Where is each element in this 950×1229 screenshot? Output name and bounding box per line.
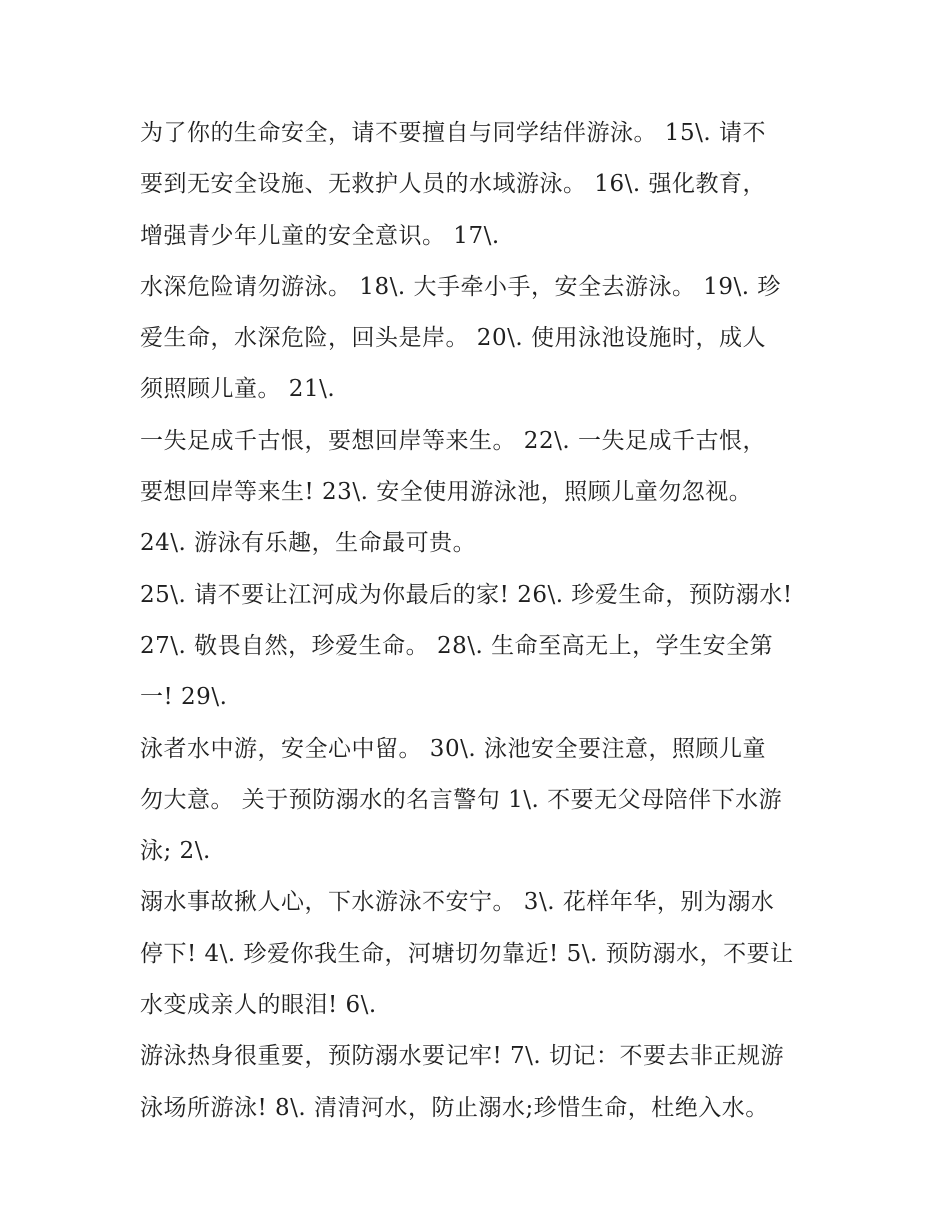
text-line: 水深危险请勿游泳。 18\. 大手牵小手，安全去游泳。 19\. 珍 xyxy=(140,273,781,300)
document-body xyxy=(140,108,820,1134)
text-line: 溺水事故揪人心，下水游泳不安宁。 3\. 花样年华，别为溺水 xyxy=(140,889,775,916)
text-line: 游泳热身很重要，预防溺水要记牢! 7\. 切记：不要去非正规游 xyxy=(140,1043,785,1070)
text-line: 24\. 游泳有乐趣，生命最可贵。 xyxy=(140,530,477,557)
text-line: 要想回岸等来生! 23\. 安全使用游泳池，照顾儿童勿忽视。 xyxy=(140,479,753,506)
text-line: 水变成亲人的眼泪! 6\. xyxy=(140,992,377,1019)
text-line: 泳; 2\. xyxy=(140,838,211,865)
text-line: 爱生命，水深危险，回头是岸。 20\. 使用泳池设施时，成人 xyxy=(140,325,766,352)
text-line: 一! 29\. xyxy=(140,684,228,711)
text-line: 泳场所游泳! 8\. 清清河水，防止溺水;珍惜生命，杜绝入水。 xyxy=(140,1094,769,1121)
text-line: 27\. 敬畏自然，珍爱生命。 28\. 生命至高无上，学生安全第 xyxy=(140,632,774,659)
text-line: 要到无安全设施、无救护人员的水域游泳。 16\. 强化教育， xyxy=(140,171,766,198)
text-line: 25\. 请不要让江河成为你最后的家! 26\. 珍爱生命，预防溺水! xyxy=(140,581,793,608)
text-line: 为了你的生命安全，请不要擅自与同学结伴游泳。 15\. 请不 xyxy=(140,120,766,146)
text-line: 须照顾儿童。 21\. xyxy=(140,376,336,403)
text-line: 勿大意。 关于预防溺水的名言警句 1\. 不要无父母陪伴下水游 xyxy=(140,786,783,813)
text-line: 泳者水中游，安全心中留。 30\. 泳池安全要注意，照顾儿童 xyxy=(140,735,766,762)
text-line: 一失足成千古恨，要想回岸等来生。 22\. 一失足成千古恨， xyxy=(140,427,766,454)
text-line: 增强青少年儿童的安全意识。 17\. xyxy=(140,222,500,249)
text-line: 停下! 4\. 珍爱你我生命，河塘切勿靠近! 5\. 预防溺水，不要让 xyxy=(140,940,794,967)
